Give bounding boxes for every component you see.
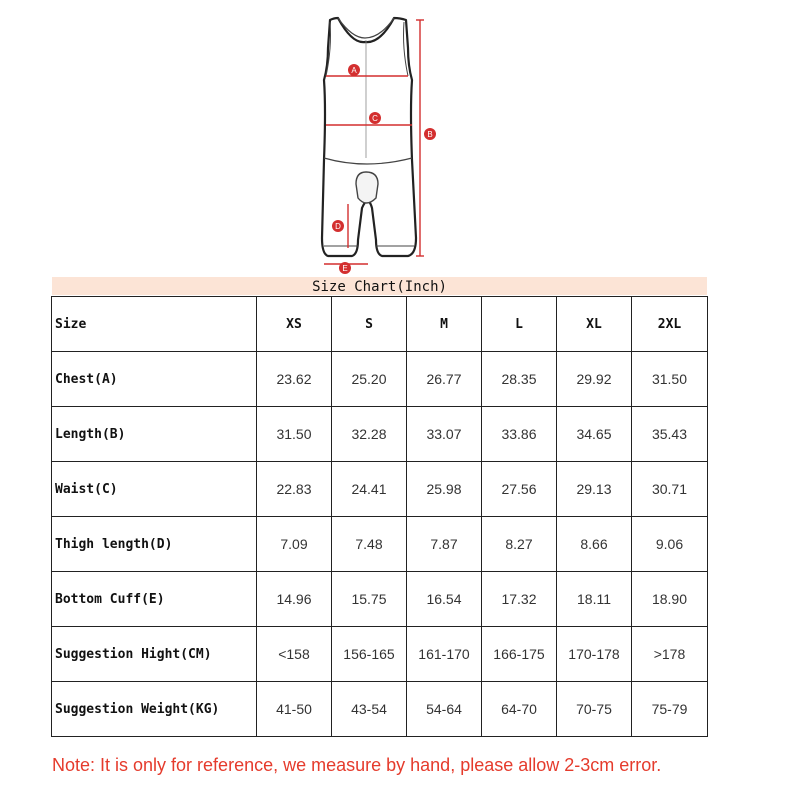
table-cell: 26.77	[407, 352, 482, 407]
marker-c-label: C	[372, 114, 378, 123]
table-cell: 43-54	[332, 682, 407, 737]
table-cell: 22.83	[257, 462, 332, 517]
table-cell: 35.43	[632, 407, 708, 462]
marker-a-label: A	[351, 66, 357, 75]
row-label: Length(B)	[52, 407, 257, 462]
table-cell: 30.71	[632, 462, 708, 517]
table-cell: 15.75	[332, 572, 407, 627]
table-cell: 8.27	[482, 517, 557, 572]
row-label: Waist(C)	[52, 462, 257, 517]
table-cell: 29.13	[557, 462, 632, 517]
marker-d-label: D	[335, 222, 341, 231]
table-cell: 7.09	[257, 517, 332, 572]
size-header-label: Size	[52, 297, 257, 352]
table-cell: 32.28	[332, 407, 407, 462]
row-label: Chest(A)	[52, 352, 257, 407]
table-cell: 18.11	[557, 572, 632, 627]
table-row	[52, 517, 708, 572]
table-cell: 27.56	[482, 462, 557, 517]
marker-b-label: B	[427, 130, 433, 139]
size-chart-title: Size Chart(Inch)	[52, 277, 707, 295]
garment-measurement-diagram	[290, 8, 480, 280]
table-row	[52, 407, 708, 462]
table-cell: 41-50	[257, 682, 332, 737]
table-cell: 161-170	[407, 627, 482, 682]
table-cell: 25.20	[332, 352, 407, 407]
table-cell: 17.32	[482, 572, 557, 627]
table-cell: 75-79	[632, 682, 708, 737]
row-label: Suggestion Weight(KG)	[52, 682, 257, 737]
table-cell: 170-178	[557, 627, 632, 682]
table-cell: 24.41	[332, 462, 407, 517]
table-cell: 25.98	[407, 462, 482, 517]
table-cell: 28.35	[482, 352, 557, 407]
table-cell: 9.06	[632, 517, 708, 572]
trisuit-outline	[322, 18, 416, 256]
table-header-row	[52, 297, 708, 352]
table-row	[52, 352, 708, 407]
table-cell: >178	[632, 627, 708, 682]
table-row	[52, 682, 708, 737]
table-cell: <158	[257, 627, 332, 682]
row-label: Suggestion Hight(CM)	[52, 627, 257, 682]
size-header-2xl: 2XL	[632, 297, 708, 352]
table-cell: 7.87	[407, 517, 482, 572]
table-row	[52, 462, 708, 517]
table-cell: 31.50	[632, 352, 708, 407]
size-header-m: M	[407, 297, 482, 352]
table-cell: 33.86	[482, 407, 557, 462]
chamois-pad	[356, 172, 378, 203]
size-chart-table	[51, 296, 708, 737]
reference-note: Note: It is only for reference, we measure by hand, please allow 2-3cm error.	[52, 755, 662, 775]
table-row	[52, 627, 708, 682]
table-cell: 166-175	[482, 627, 557, 682]
table-cell: 14.96	[257, 572, 332, 627]
table-cell: 33.07	[407, 407, 482, 462]
row-label: Thigh length(D)	[52, 517, 257, 572]
table-cell: 64-70	[482, 682, 557, 737]
table-cell: 18.90	[632, 572, 708, 627]
size-header-xs: XS	[257, 297, 332, 352]
marker-e-label: E	[342, 264, 348, 273]
size-header-s: S	[332, 297, 407, 352]
table-cell: 31.50	[257, 407, 332, 462]
table-cell: 29.92	[557, 352, 632, 407]
size-header-xl: XL	[557, 297, 632, 352]
table-cell: 23.62	[257, 352, 332, 407]
table-row	[52, 572, 708, 627]
table-cell: 7.48	[332, 517, 407, 572]
table-cell: 156-165	[332, 627, 407, 682]
row-label: Bottom Cuff(E)	[52, 572, 257, 627]
table-cell: 8.66	[557, 517, 632, 572]
table-cell: 70-75	[557, 682, 632, 737]
table-cell: 54-64	[407, 682, 482, 737]
table-cell: 34.65	[557, 407, 632, 462]
table-cell: 16.54	[407, 572, 482, 627]
size-header-l: L	[482, 297, 557, 352]
